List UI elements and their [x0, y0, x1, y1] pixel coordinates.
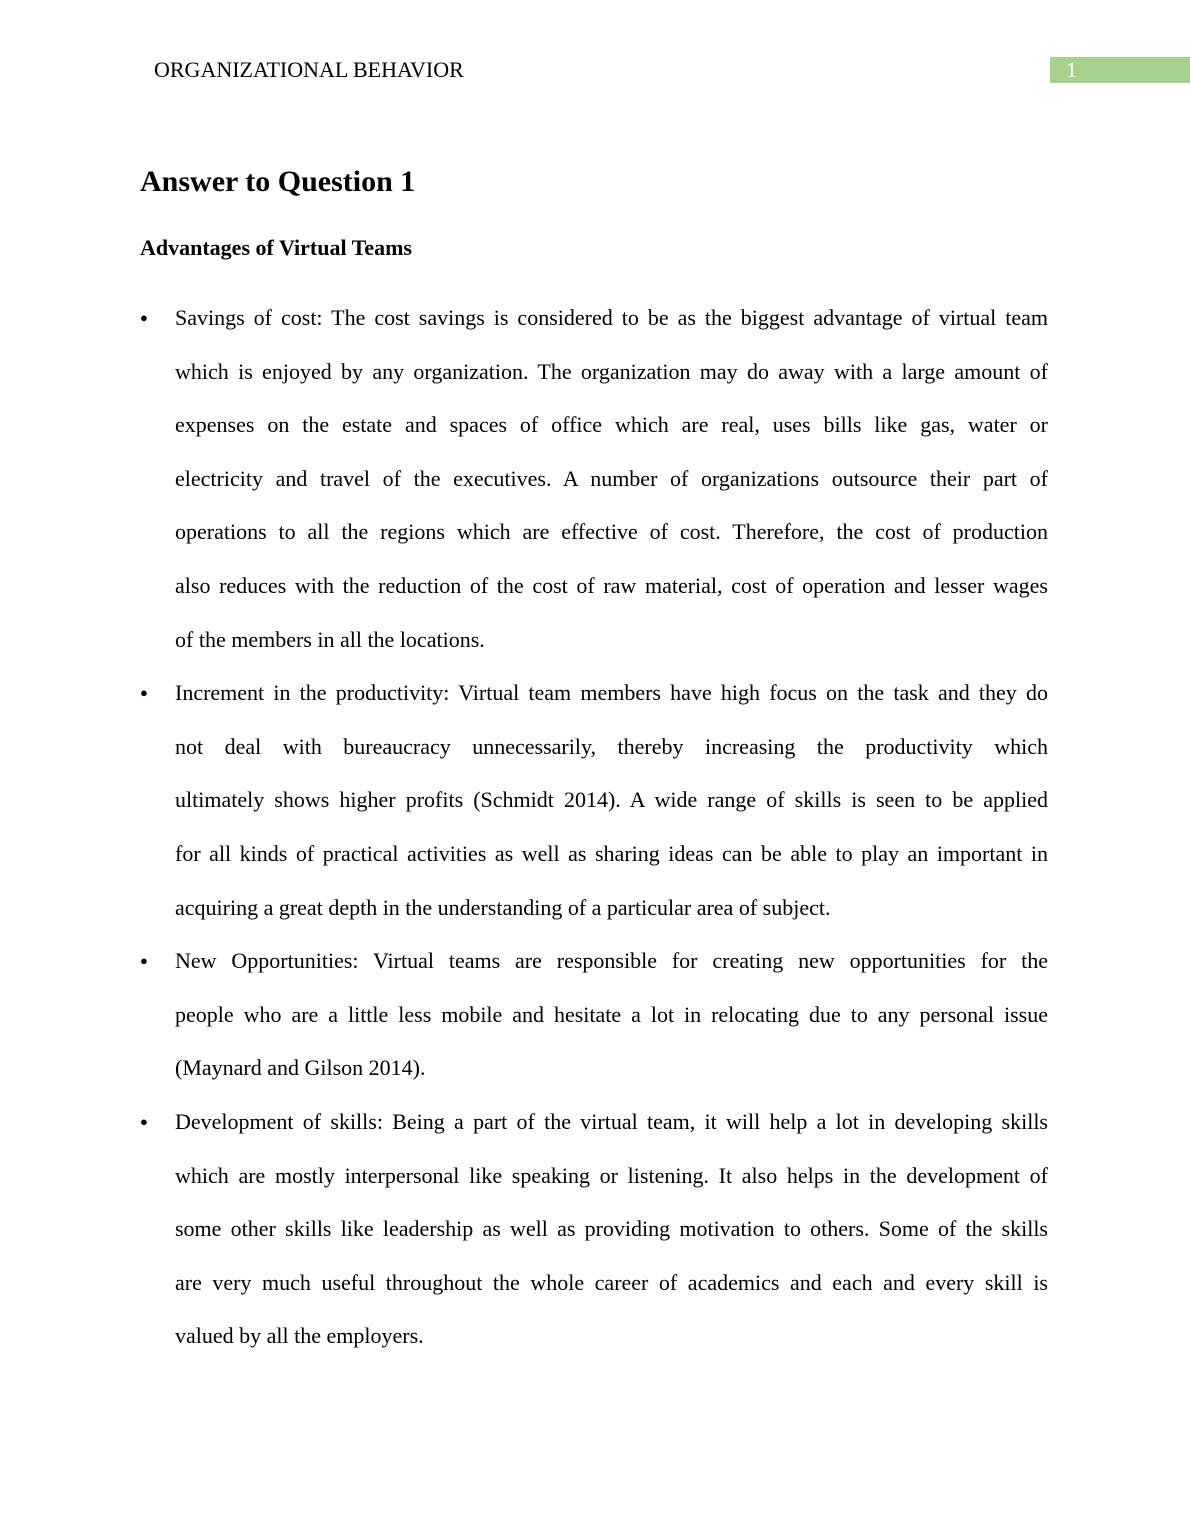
text-line: Savings of cost: The cost savings is considered to be as the biggest advantage of virtual team — [175, 305, 1048, 330]
text-line: Development of skills: Being a part of the virtual team, it will help a lot in developing skills — [175, 1108, 1048, 1134]
list-item — [140, 666, 1048, 934]
text-line: (Maynard and Gilson 2014). — [175, 1055, 426, 1081]
bullet-icon: ● — [140, 1113, 148, 1129]
list-item — [140, 934, 1048, 1095]
text-line: Increment in the productivity: Virtual team members have high focus on the task and they do — [175, 680, 1048, 706]
list-item — [140, 1095, 1048, 1363]
section-subheading: Advantages of Virtual Teams — [140, 235, 412, 260]
text-line: for all kinds of practical activities as well as sharing ideas can be able to play an important in — [175, 840, 1048, 866]
list-item — [140, 291, 1048, 666]
text-line: are very much useful throughout the whole career of academics and each and every skill is — [175, 1269, 1048, 1295]
text-line: some other skills like leadership as well as providing motivation to others. Some of the skills — [175, 1216, 1048, 1242]
text-line: of the members in all the locations. — [175, 626, 485, 652]
bullet-icon: ● — [140, 953, 148, 969]
text-line: acquiring a great depth in the understanding of a particular area of subject. — [175, 894, 831, 920]
text-line: valued by all the employers. — [175, 1323, 424, 1349]
bullet-icon: ● — [140, 685, 148, 701]
text-line: which are mostly interpersonal like speaking or listening. It also helps in the development of — [175, 1162, 1048, 1188]
text-line: expenses on the estate and spaces of office which are real, uses bills like gas, water or — [175, 412, 1048, 438]
bullet-icon: ● — [140, 310, 148, 325]
text-line: also reduces with the reduction of the cost of raw material, cost of operation and lesser wages — [175, 572, 1048, 598]
text-line: New Opportunities: Virtual teams are responsible for creating new opportunities for the — [175, 948, 1048, 974]
page-heading: Answer to Question 1 — [140, 165, 416, 198]
text-line: not deal with bureaucracy unnecessarily, thereby increasing the productivity which — [175, 733, 1048, 759]
text-line: electricity and travel of the executives. A number of organizations outsource their part of — [175, 465, 1048, 491]
bullet-list — [140, 291, 1048, 1363]
text-line: people who are a little less mobile and hesitate a lot in relocating due to any personal issue — [175, 1001, 1048, 1027]
page-number: 1 — [1050, 57, 1190, 83]
text-line: operations to all the regions which are effective of cost. Therefore, the cost of production — [175, 519, 1048, 545]
text-line: which is enjoyed by any organization. The organization may do away with a large amount of — [175, 358, 1048, 384]
text-line: ultimately shows higher profits (Schmidt 2014). A wide range of skills is seen to be applied — [175, 787, 1048, 813]
running-head: ORGANIZATIONAL BEHAVIOR — [154, 57, 464, 82]
